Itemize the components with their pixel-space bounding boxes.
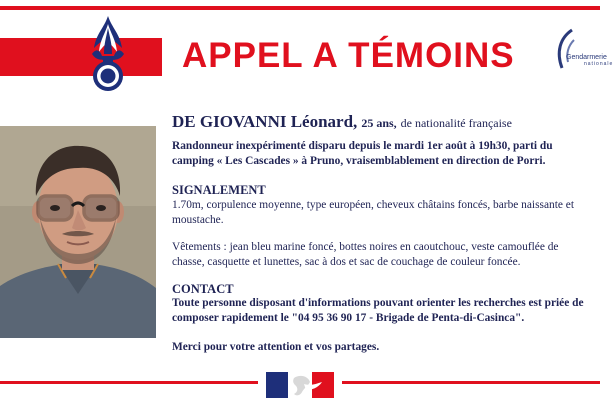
person-nationality: de nationalité française bbox=[400, 116, 512, 130]
portrait-illustration bbox=[0, 126, 156, 338]
disappearance-description: Randonneur inexpérimenté disparu depuis le mardi 1er août à 19h30, parti du camping « Les Cascades » à Pruno, vraisemblablement en direction de Porri. bbox=[172, 140, 553, 167]
missing-person-photo bbox=[0, 126, 156, 338]
physical-description: 1.70m, corpulence moyenne, type européen, cheveux châtains foncés, barbe naissante et moustache. bbox=[172, 199, 574, 226]
person-name: DE GIOVANNI Léonard, bbox=[172, 112, 358, 131]
bottom-right-red-stripe bbox=[342, 381, 600, 384]
page-title: APPEL A TÉMOINS bbox=[182, 36, 515, 75]
closing-message: Merci pour votre attention et vos partages. bbox=[172, 341, 380, 353]
header-red-band bbox=[0, 38, 162, 76]
gendarmerie-logo-icon bbox=[552, 26, 600, 80]
top-red-stripe bbox=[0, 6, 600, 10]
bottom-left-red-stripe bbox=[0, 381, 258, 384]
marianne-republic-logo-icon bbox=[264, 370, 336, 400]
contact-text: Toute personne disposant d'informations pouvant orienter les recherches est priée de composer rapidement le "04 95 36 90 17 - Brigade de Penta-di-Casinca". bbox=[172, 297, 584, 324]
person-identity bbox=[172, 112, 512, 132]
grenade-emblem-icon bbox=[86, 14, 130, 94]
contact-heading: CONTACT bbox=[172, 282, 234, 296]
gendarmerie-logo-subtext: nationale bbox=[584, 61, 613, 67]
clothing-description: Vêtements : jean bleu marine foncé, bottes noires en caoutchouc, veste camouflée de chasse, casquette et lunettes, sac à dos et sac de couchage de couleur foncée. bbox=[172, 241, 559, 268]
gendarmerie-logo-text: Gendarmerie bbox=[566, 54, 607, 61]
person-age: 25 ans, bbox=[361, 116, 397, 130]
signalement-heading: SIGNALEMENT bbox=[172, 183, 266, 197]
